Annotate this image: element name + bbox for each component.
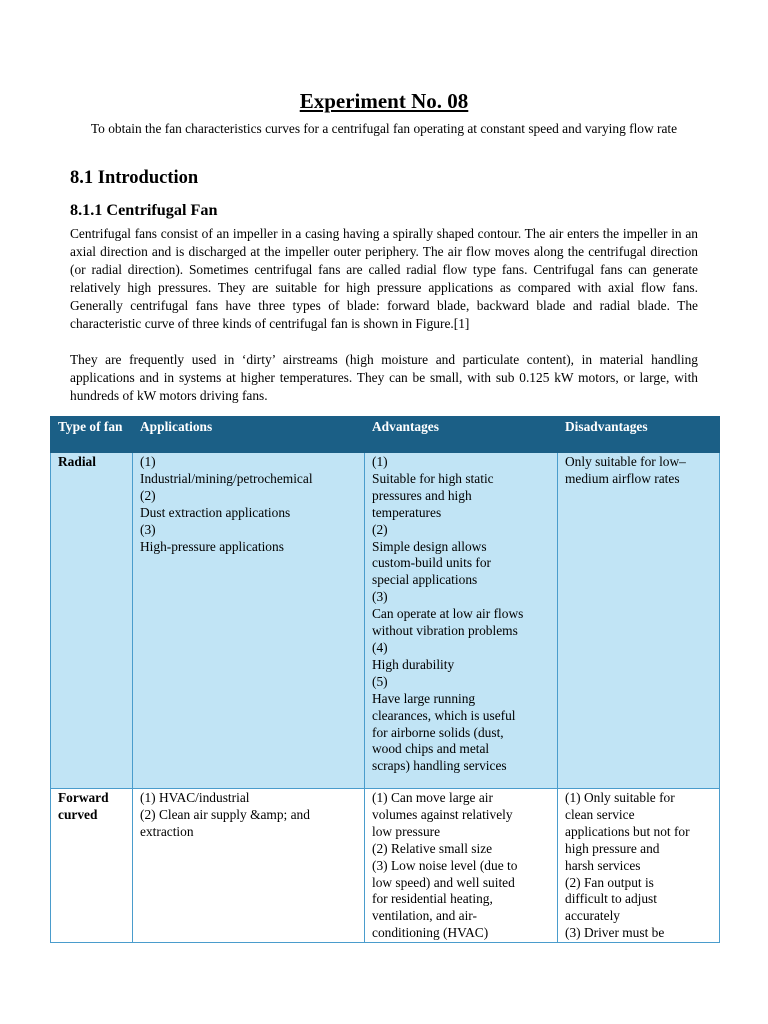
cell-line: Only suitable for low– xyxy=(565,454,686,469)
cell-line: medium airflow rates xyxy=(565,470,680,486)
cell-line: (3) xyxy=(372,589,388,605)
cell-line: (3) xyxy=(140,521,156,537)
cell-advantages xyxy=(365,453,558,789)
experiment-title: Experiment No. 08 xyxy=(299,89,469,113)
cell-line: Industrial/mining/petrochemical xyxy=(140,470,313,486)
cell-line: custom-build units for xyxy=(372,555,492,571)
cell-line: (1) HVAC/industrial xyxy=(140,790,250,805)
cell-applications xyxy=(133,453,365,789)
cell-line: pressures and high xyxy=(372,487,472,503)
fan-types-table xyxy=(50,416,720,943)
cell-line: applications but not for xyxy=(565,823,690,839)
cell-line: without vibration problems xyxy=(372,623,518,639)
cell-line: for airborne solids (dust, xyxy=(372,724,504,740)
cell-line: Simple design allows xyxy=(372,538,487,554)
table-row-forward-curved xyxy=(51,789,720,943)
cell-line: wood chips and metal xyxy=(372,741,490,757)
cell-line: difficult to adjust xyxy=(565,891,657,907)
cell-line: clean service xyxy=(565,806,635,822)
table-header-row xyxy=(51,417,720,453)
cell-line: Have large running xyxy=(372,690,476,706)
cell-line: (2) Clean air supply &amp; and xyxy=(140,806,310,822)
cell-line: high pressure and xyxy=(565,840,660,856)
cell-line: (1) xyxy=(372,454,388,469)
cell-line: Suitable for high static xyxy=(372,470,494,486)
header-type-of-fan: Type of fan xyxy=(51,417,133,453)
cell-line: High-pressure applications xyxy=(140,538,284,554)
cell-line: (1) Only suitable for xyxy=(565,790,675,805)
cell-line: High durability xyxy=(372,656,455,672)
table-row-radial xyxy=(51,453,720,789)
cell-type: Radial xyxy=(51,453,133,789)
cell-line: (1) Can move large air xyxy=(372,790,493,805)
cell-line: (2) xyxy=(372,521,388,537)
cell-advantages xyxy=(365,789,558,943)
cell-line: Dust extraction applications xyxy=(140,504,291,520)
cell-line: scraps) handling services xyxy=(372,758,507,774)
cell-line: ventilation, and air- xyxy=(372,908,477,924)
cell-disadvantages xyxy=(558,789,720,943)
cell-line: Can operate at low air flows xyxy=(372,606,524,622)
cell-line: (1) xyxy=(140,454,156,469)
cell-line: low speed) and well suited xyxy=(372,874,515,890)
paragraph-usage: They are frequently used in ‘dirty’ airstreams (high moisture and particulate content), in material handling applications and in systems at higher temperatures. They can be small, with sub 0.125 kW motors, or large, with hundreds of kW motors driving fans. xyxy=(70,352,698,403)
cell-line: (2) Relative small size xyxy=(372,840,493,856)
cell-applications xyxy=(133,789,365,943)
section-heading: 8.1 Introduction xyxy=(70,168,199,188)
cell-line: low pressure xyxy=(372,823,441,839)
cell-line: conditioning (HVAC) xyxy=(372,925,489,941)
experiment-subtitle: To obtain the fan characteristics curves for a centrifugal fan operating at constant speed and varying flow rate xyxy=(90,121,678,136)
cell-type: Forward curved xyxy=(51,789,133,943)
cell-line: (3) Driver must be xyxy=(565,925,665,941)
cell-line: (3) Low noise level (due to xyxy=(372,857,518,873)
paragraph-intro: Centrifugal fans consist of an impeller in a casing having a spirally shaped contour. The air enters the impeller in an axial direction and is discharged at the impeller outer periphery. The air flow moves along the centrifugal direction (or radial direction). Sometimes centrifugal fans are called radial flow type fans. Centrifugal fans can generate relatively high pressures. They are suitable for high pressure applications as compared with axial flow fans. Generally centrifugal fans have three types of blade: forward blade, backward blade and radial blade. The characteristic curve of three kinds of centrifugal fan is shown in Figure.[1] xyxy=(70,226,698,331)
cell-line: temperatures xyxy=(372,504,442,520)
subsection-heading: 8.1.1 Centrifugal Fan xyxy=(70,201,218,219)
cell-line: accurately xyxy=(565,908,621,924)
cell-disadvantages xyxy=(558,453,720,789)
cell-line: for residential heating, xyxy=(372,891,493,907)
header-advantages: Advantages xyxy=(365,417,558,453)
header-disadvantages: Disadvantages xyxy=(558,417,720,453)
cell-line: volumes against relatively xyxy=(372,806,513,822)
header-applications: Applications xyxy=(133,417,365,453)
cell-line: (2) xyxy=(140,487,156,503)
cell-line: special applications xyxy=(372,572,478,588)
cell-line: (4) xyxy=(372,639,388,655)
cell-line: clearances, which is useful xyxy=(372,707,516,723)
cell-line: (5) xyxy=(372,673,388,689)
cell-line: (2) Fan output is xyxy=(565,874,654,890)
cell-line: harsh services xyxy=(565,857,641,873)
cell-line: extraction xyxy=(140,823,194,839)
